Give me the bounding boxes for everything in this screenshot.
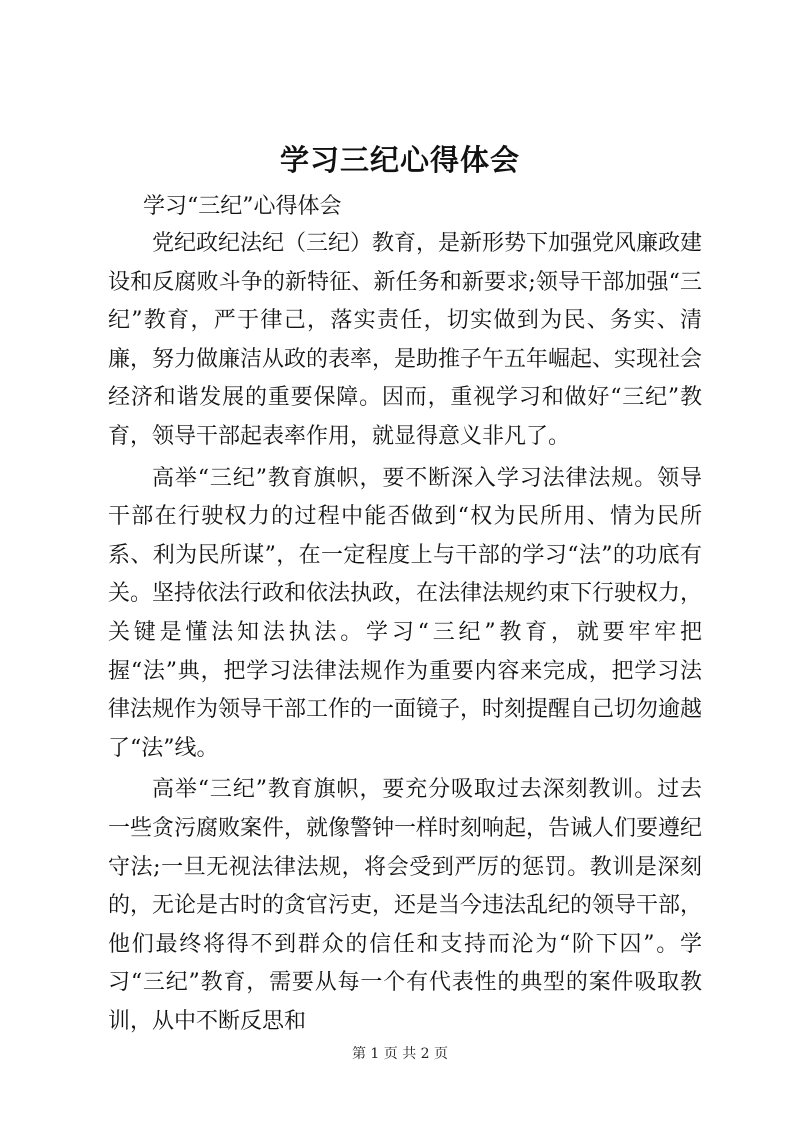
paragraph-3: 高举“三纪”教育旗帜，要充分吸取过去深刻教训。过去一些贪污腐败案件，就像警钟一样时刻响起，告诫人们要遵纪守法;一旦无视法律法规，将会受到严厉的惩罚。教训是深刻的，无论是古时的贪官污吏，还是当今违法乱纪的领导干部，他们最终将得不到群众的信任和支持而沦为“阶下囚”。学习“三纪”教育，需要从每一个有代表性的典型的案件吸取教训，从中不断反思和 bbox=[108, 777, 703, 1034]
page-footer: 第 1 页 共 2 页 bbox=[351, 1046, 449, 1062]
paragraph-1: 党纪政纪法纪（三纪）教育，是新形势下加强党风廉政建设和反腐败斗争的新特征、新任务和新要求;领导干部加强“三纪”教育，严于律己，落实责任，切实做到为民、务实、清廉，努力做廉洁从政的表率，是助推子午五年崛起、实现社会经济和谐发展的重要保障。因而，重视学习和做好“三纪”教育，领导干部起表率作用，就显得意义非凡了。 bbox=[108, 231, 703, 449]
paragraph-2: 高举“三纪”教育旗帜，要不断深入学习法律法规。领导干部在行驶权力的过程中能否做到“权为民所用、情为民所系、利为民所谋”，在一定程度上与干部的学习“法”的功底有关。坚持依法行政和依法执政，在法律法规约束下行驶权力，关键是懂法知法执法。学习“三纪”教育，就要牢牢把握“法”典，把学习法律法规作为重要内容来完成，把学习法律法规作为领导干部工作的一面镜子，时刻提醒自己切勿逾越了“法”线。 bbox=[108, 465, 703, 761]
document-body bbox=[108, 225, 702, 1041]
document-subtitle: 学习“三纪”心得体会 bbox=[143, 194, 342, 219]
document-title: 学习三纪心得体会 bbox=[279, 143, 520, 177]
